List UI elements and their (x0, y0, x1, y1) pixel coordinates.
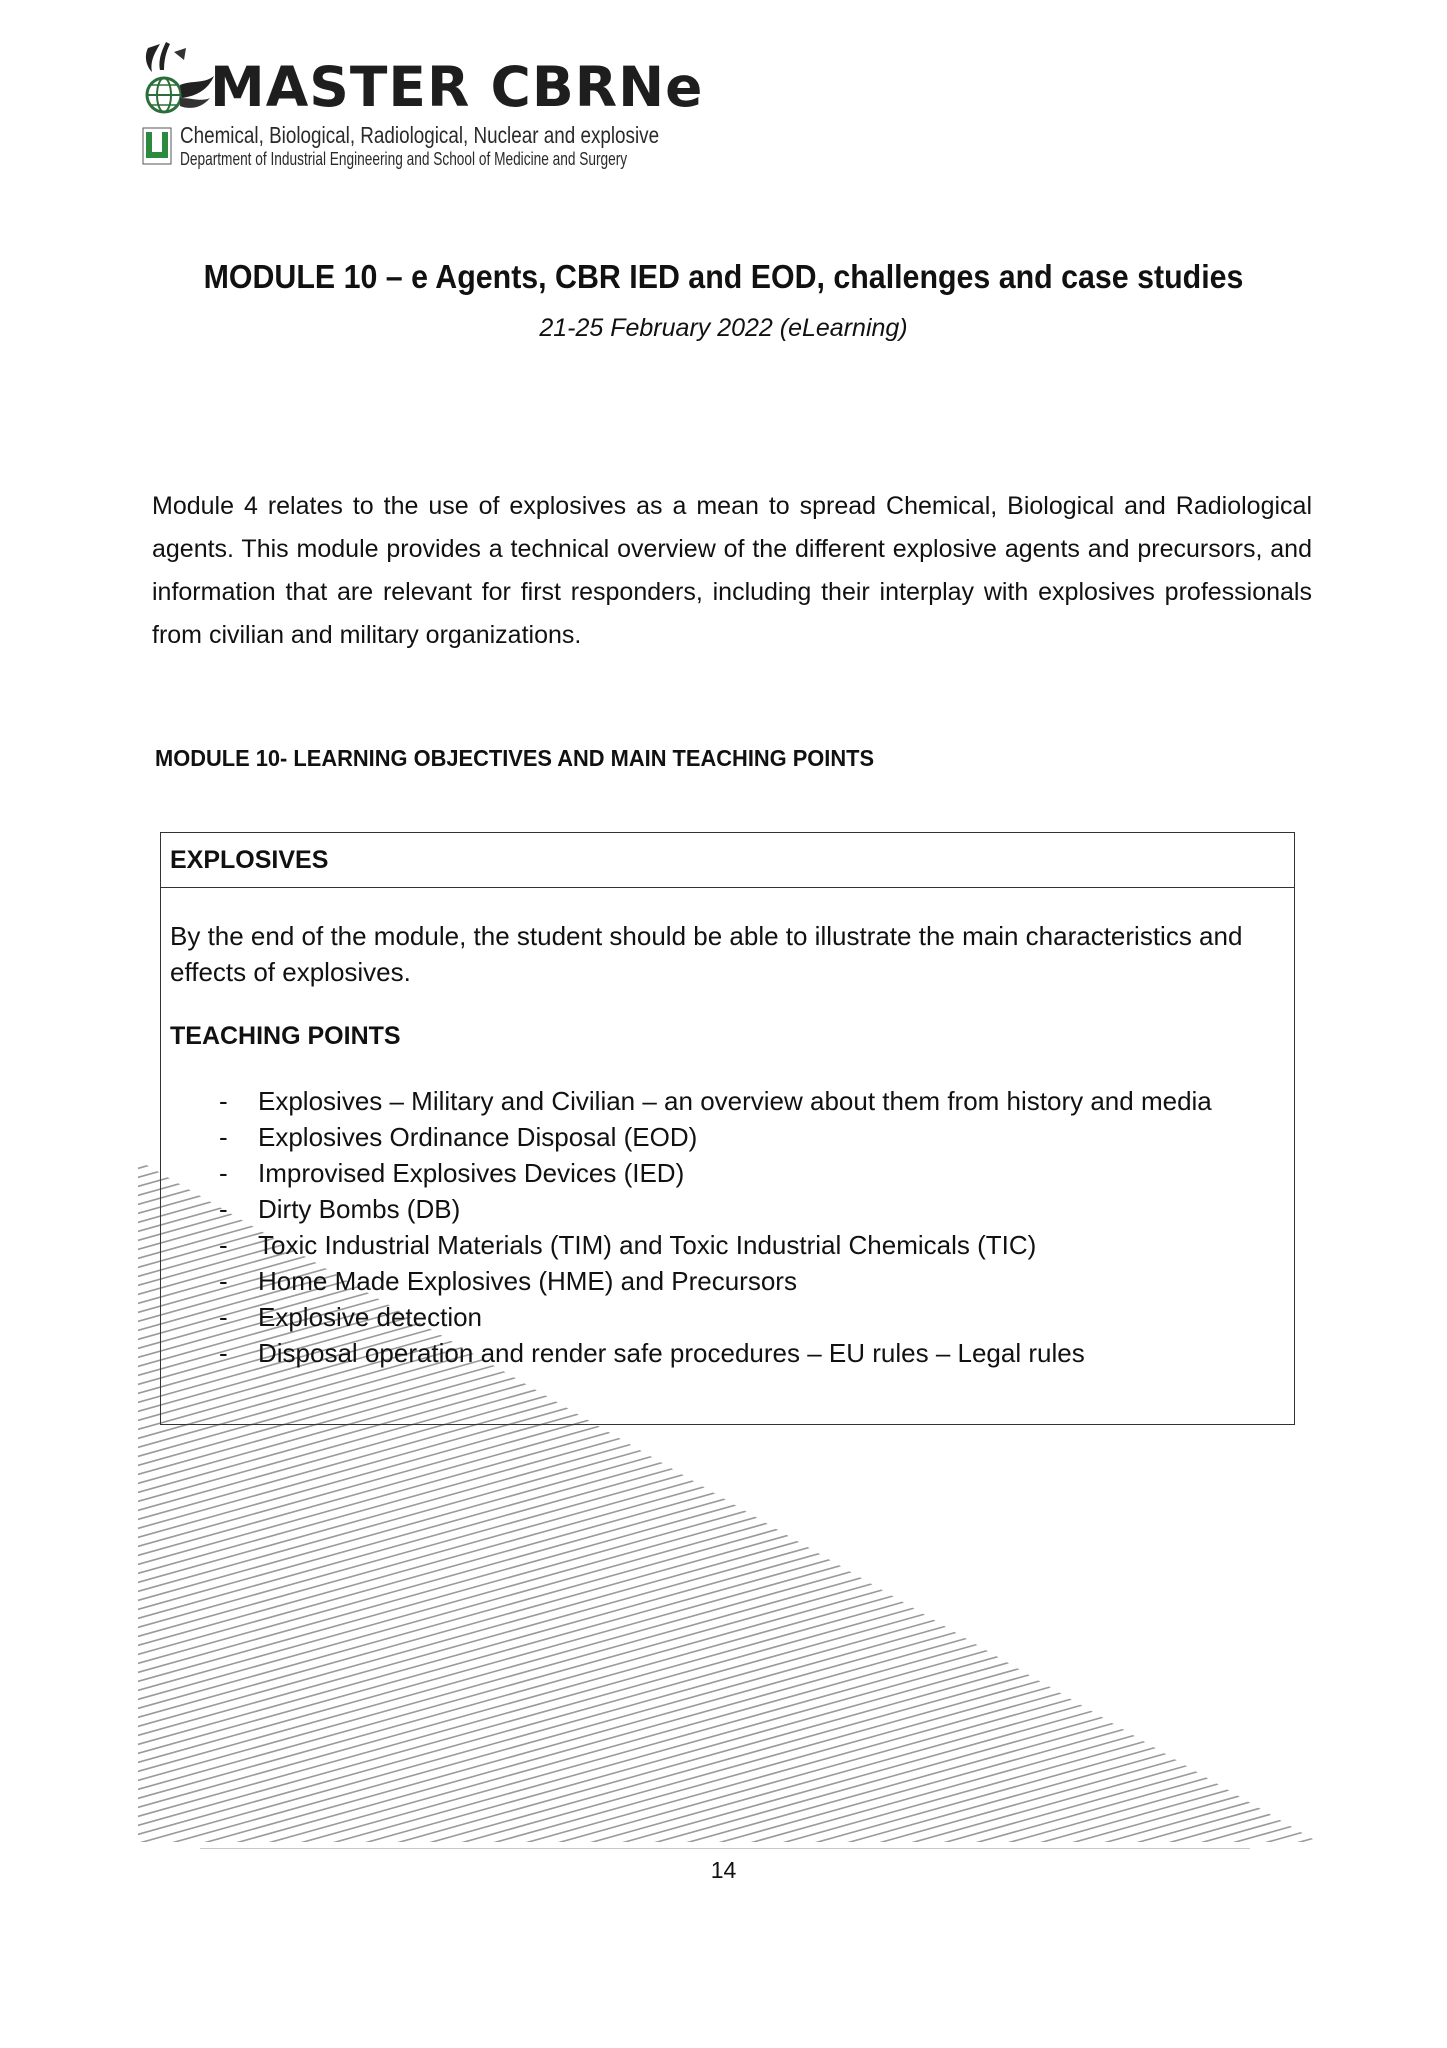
intro-paragraph: Module 4 relates to the use of explosives as a mean to spread Chemical, Biological and Radiological agents. This module provides a technical overview of the different explosive agents and precursors, and information that are relevant for first responders, including their interplay with explosives professionals from civilian and military organizations. (152, 492, 1312, 649)
objectives-table (160, 832, 1295, 1425)
bullet-dash: ‐ (219, 1230, 228, 1260)
bullet-dash: ‐ (219, 1194, 228, 1224)
logo-subtitle: Chemical, Biological, Radiological, Nuclear and explosive (180, 122, 660, 148)
list-item-text: Improvised Explosives Devices (IED) (258, 1158, 685, 1188)
page-title: MODULE 10 – e Agents, CBR IED and EOD, challenges and case studies (203, 258, 1244, 295)
list-item-text: Explosive detection (258, 1302, 483, 1332)
list-item-text: Explosives – Military and Civilian – an overview about them from history and media (258, 1086, 1212, 1116)
page-number: 14 (710, 1857, 737, 1883)
list-item (170, 1083, 1285, 1119)
page-date: 21-25 February 2022 (eLearning) (539, 314, 908, 342)
logo (140, 40, 704, 175)
table-body (161, 888, 1294, 1371)
footer-divider (200, 1848, 1250, 1849)
list-item-text: Toxic Industrial Materials (TIM) and Toxic Industrial Chemicals (TIC) (258, 1230, 1037, 1260)
bullet-dash: ‐ (219, 1266, 228, 1296)
section-heading: MODULE 10- LEARNING OBJECTIVES AND MAIN TEACHING POINTS (155, 745, 875, 771)
list-item (170, 1335, 1285, 1371)
list-item (170, 1119, 1285, 1155)
teaching-points-list (170, 1083, 1285, 1371)
logo-department: Department of Industrial Engineering and School of Medicine and Surgery (180, 149, 628, 169)
list-item (170, 1155, 1285, 1191)
list-item-text: Home Made Explosives (HME) and Precursors (258, 1266, 797, 1296)
logo-title: MASTER CBRNe (210, 55, 704, 119)
list-item-text: Disposal operation and render safe procedures – EU rules – Legal rules (258, 1338, 1085, 1368)
bullet-dash: ‐ (219, 1158, 228, 1188)
teaching-points-heading: TEACHING POINTS (170, 1022, 401, 1050)
learning-objective: By the end of the module, the student should be able to illustrate the main characteristics and effects of explosives. (170, 921, 1243, 987)
table-header: EXPLOSIVES (161, 833, 1294, 888)
list-item (170, 1191, 1285, 1227)
bullet-dash: ‐ (219, 1338, 228, 1368)
list-item-text: Dirty Bombs (DB) (258, 1194, 461, 1224)
list-item (170, 1299, 1285, 1335)
list-item (170, 1227, 1285, 1263)
eagle-globe-icon (140, 40, 220, 130)
bullet-dash: ‐ (219, 1086, 228, 1116)
list-item-text: Explosives Ordinance Disposal (EOD) (258, 1122, 698, 1152)
university-shield-icon (142, 126, 172, 166)
bullet-dash: ‐ (219, 1122, 228, 1152)
list-item (170, 1263, 1285, 1299)
bullet-dash: ‐ (219, 1302, 228, 1332)
